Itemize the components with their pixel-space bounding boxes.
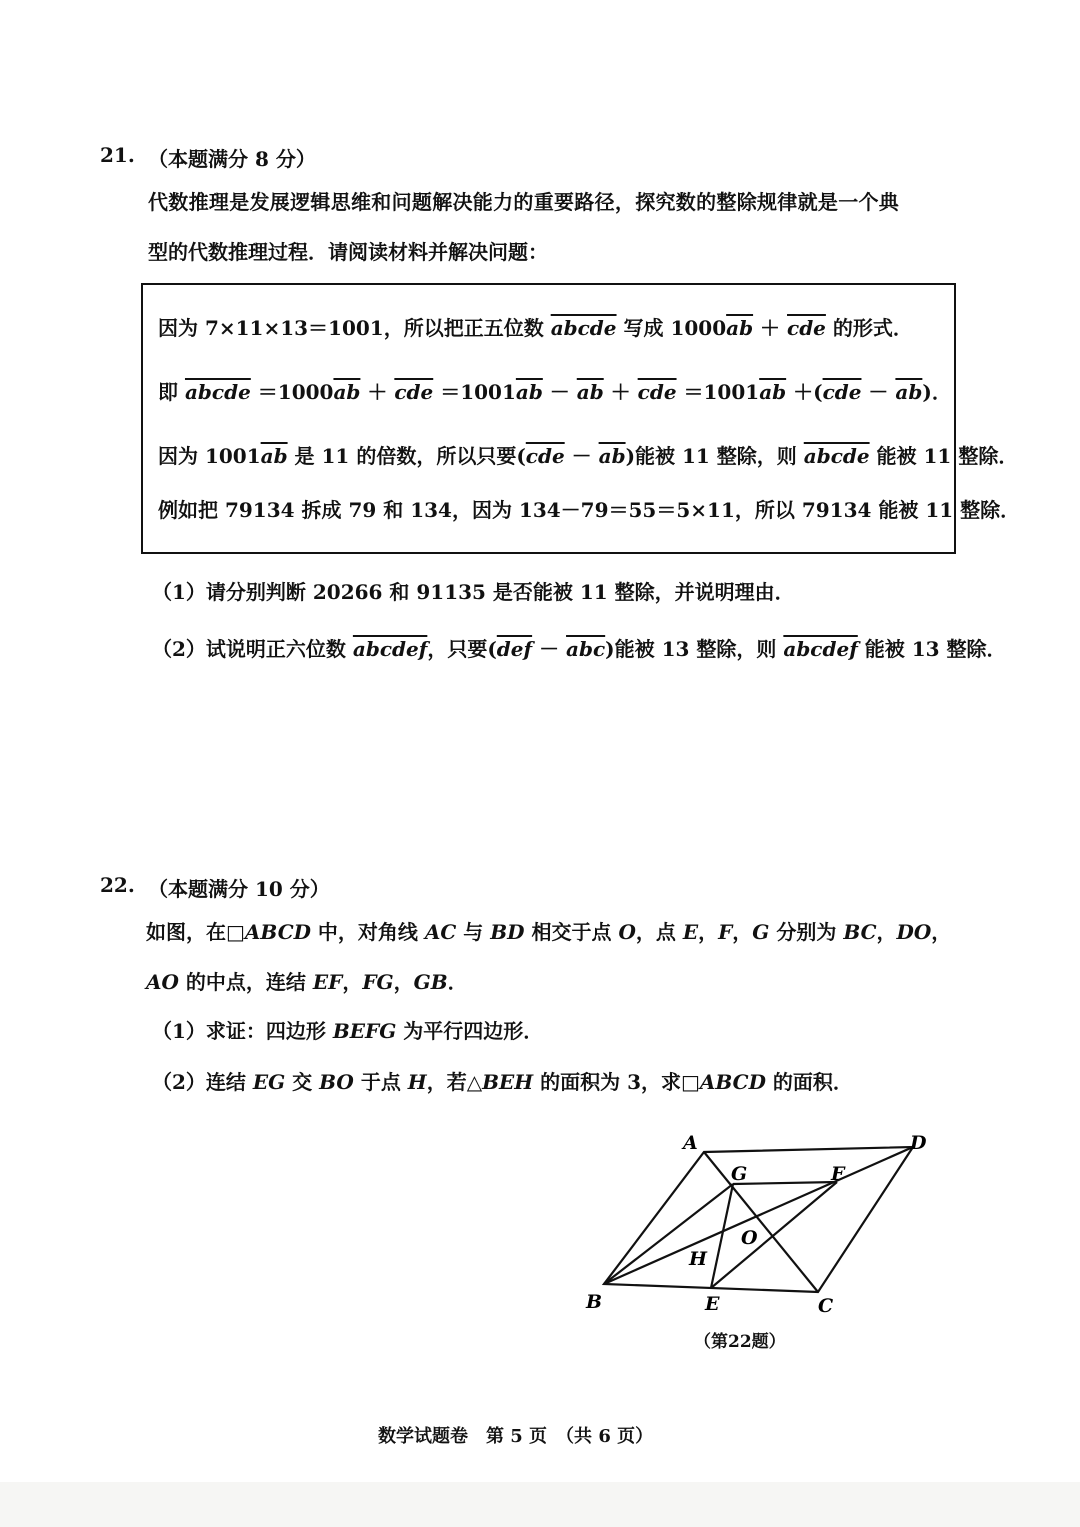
overline-number: $\overline{cde}$ — [822, 380, 862, 404]
overline-number: $\overline{cde}$ — [637, 380, 677, 404]
text: 如图，在 — [146, 920, 226, 944]
text: 是 11 的倍数，所以只要( — [287, 444, 526, 468]
page-footer: 数学试题卷 第 5 页 （共 6 页） — [378, 1426, 654, 1447]
overline-number: $\overline{cde}$ — [787, 316, 826, 340]
label-b: B — [586, 1291, 603, 1313]
text: 的面积． — [765, 1070, 853, 1094]
text: 分别为 — [769, 920, 844, 944]
overline-number: $\overline{cde}$ — [525, 444, 565, 468]
segment-gb — [604, 1184, 733, 1284]
text: － — [532, 637, 567, 661]
text: － — [542, 380, 577, 404]
q22-number: 22. — [100, 873, 135, 897]
overline-number: $\overline{ab}$ — [726, 316, 754, 340]
text: 中，对角线 — [310, 920, 425, 944]
overline-number: $\overline{ab}$ — [260, 444, 288, 468]
text: 能被 11 整除． — [869, 444, 1019, 468]
text: 相交于点 — [524, 920, 619, 944]
math-symbol: BC — [843, 920, 877, 944]
overline-number: abcde — [803, 444, 870, 468]
text: ， — [876, 920, 897, 944]
text: － — [861, 380, 896, 404]
figure-caption: （第22题） — [694, 1332, 786, 1352]
text: 能被 13 整除． — [857, 637, 1007, 661]
overline-number: abcde — [550, 316, 617, 340]
overline-number: abcdef — [783, 637, 858, 661]
math-symbol: △BEH — [466, 1070, 534, 1094]
text: ， — [393, 970, 414, 994]
material-line1 — [158, 316, 913, 340]
q21-points: （本题满分 8 分） — [148, 147, 316, 171]
text: （1）求证：四边形 — [152, 1019, 333, 1043]
q22-points: （本题满分 10 分） — [148, 877, 330, 901]
q22-sub2 — [152, 1070, 853, 1094]
text: 的中点，连结 — [178, 970, 313, 994]
overline-number: $\overline{cde}$ — [394, 380, 434, 404]
math-symbol: E — [682, 920, 699, 944]
material-line4: 例如把 79134 拆成 79 和 134，因为 134－79＝55＝5×11，所以 79134 能被 11 整除． — [158, 498, 1021, 522]
q21-intro-line1: 代数推理是发展逻辑思维和问题解决能力的重要路径，探究数的整除规律就是一个典 — [148, 190, 900, 214]
text: )能被 13 整除，则 — [605, 637, 784, 661]
material-line2 — [158, 380, 952, 404]
text: （2）试说明正六位数 — [152, 637, 353, 661]
text: 因为 1001 — [158, 444, 261, 468]
text: 与 — [456, 920, 491, 944]
overline-number: $\overline{def}$ — [496, 637, 533, 661]
q22-line2 — [146, 970, 468, 994]
overline-number: abcdef — [352, 637, 428, 661]
text: － — [564, 444, 599, 468]
text: ， — [342, 970, 363, 994]
text: ， — [698, 920, 719, 944]
math-symbol: EG — [252, 1070, 286, 1094]
text: 的形式． — [825, 316, 913, 340]
math-symbol: BEFG — [332, 1019, 397, 1043]
text: ，点 — [635, 920, 683, 944]
math-symbol: □ABCD — [680, 1070, 766, 1094]
q21-number: 21. — [100, 143, 135, 167]
math-symbol: AC — [424, 920, 457, 944]
math-symbol: DO — [896, 920, 932, 944]
math-symbol: EF — [312, 970, 343, 994]
label-e: E — [705, 1293, 720, 1315]
text: ＋ — [360, 380, 395, 404]
scan-bottom-edge — [0, 1482, 1080, 1527]
overline-number: $\overline{abc}$ — [566, 637, 606, 661]
overline-number: $\overline{ab}$ — [333, 380, 361, 404]
label-d: D — [910, 1132, 927, 1154]
text: ＝1001 — [433, 380, 516, 404]
text: 于点 — [353, 1070, 408, 1094]
overline-number: abcde — [184, 380, 251, 404]
diagonal-ac — [704, 1152, 818, 1292]
overline-number: $\overline{ab}$ — [759, 380, 787, 404]
overline-number: $\overline{ab}$ — [598, 444, 626, 468]
text: ＋ — [603, 380, 638, 404]
parallelogram-abcd — [604, 1147, 913, 1292]
math-symbol: F — [718, 920, 733, 944]
text: ， — [931, 920, 952, 944]
text: 交 — [285, 1070, 320, 1094]
overline-number: $\overline{ab}$ — [895, 380, 923, 404]
math-symbol: □ABCD — [226, 920, 311, 944]
text: 因为 7×11×13＝1001，所以把正五位数 — [158, 316, 551, 340]
text: 的面积为 3，求 — [533, 1070, 681, 1094]
label-c: C — [818, 1295, 834, 1317]
q21-intro-line2: 型的代数推理过程．请阅读材料并解决问题： — [148, 240, 548, 264]
math-symbol: GB — [413, 970, 448, 994]
segment-gf — [733, 1182, 837, 1184]
material-line3 — [158, 444, 1018, 468]
math-symbol: H — [407, 1070, 427, 1094]
text: ，若 — [426, 1070, 467, 1094]
text: ， — [732, 920, 753, 944]
text: ． — [447, 970, 468, 994]
text: ＋( — [786, 380, 823, 404]
label-g: G — [731, 1163, 748, 1185]
text: ＝1000 — [250, 380, 334, 404]
q21-sub1: （1）请分别判断 20266 和 91135 是否能被 11 整除，并说明理由． — [152, 580, 795, 604]
math-symbol: BD — [490, 920, 525, 944]
text: ，只要( — [427, 637, 497, 661]
text: （2）连结 — [152, 1070, 253, 1094]
q21-sub2 — [152, 637, 1007, 661]
label-f: F — [831, 1163, 845, 1185]
math-symbol: FG — [362, 970, 394, 994]
label-a: A — [683, 1132, 698, 1154]
text: 即 — [158, 380, 185, 404]
math-symbol: BO — [319, 1070, 354, 1094]
segment-eg — [711, 1184, 733, 1288]
label-o: O — [741, 1227, 758, 1249]
overline-number: $\overline{ab}$ — [576, 380, 604, 404]
diagonal-bd — [604, 1147, 913, 1284]
text: 写成 1000 — [616, 316, 727, 340]
q22-sub1 — [152, 1019, 543, 1043]
segment-fe — [711, 1182, 837, 1288]
math-symbol: O — [618, 920, 636, 944]
text: ＝1001 — [676, 380, 760, 404]
q22-line1 — [146, 920, 951, 944]
text: )． — [922, 380, 952, 404]
text: 为平行四边形． — [396, 1019, 544, 1043]
math-symbol: AO — [146, 970, 179, 994]
text: )能被 11 整除，则 — [625, 444, 804, 468]
label-h: H — [689, 1248, 707, 1270]
text: ＋ — [753, 316, 788, 340]
overline-number: $\overline{ab}$ — [515, 380, 543, 404]
math-symbol: G — [752, 920, 770, 944]
